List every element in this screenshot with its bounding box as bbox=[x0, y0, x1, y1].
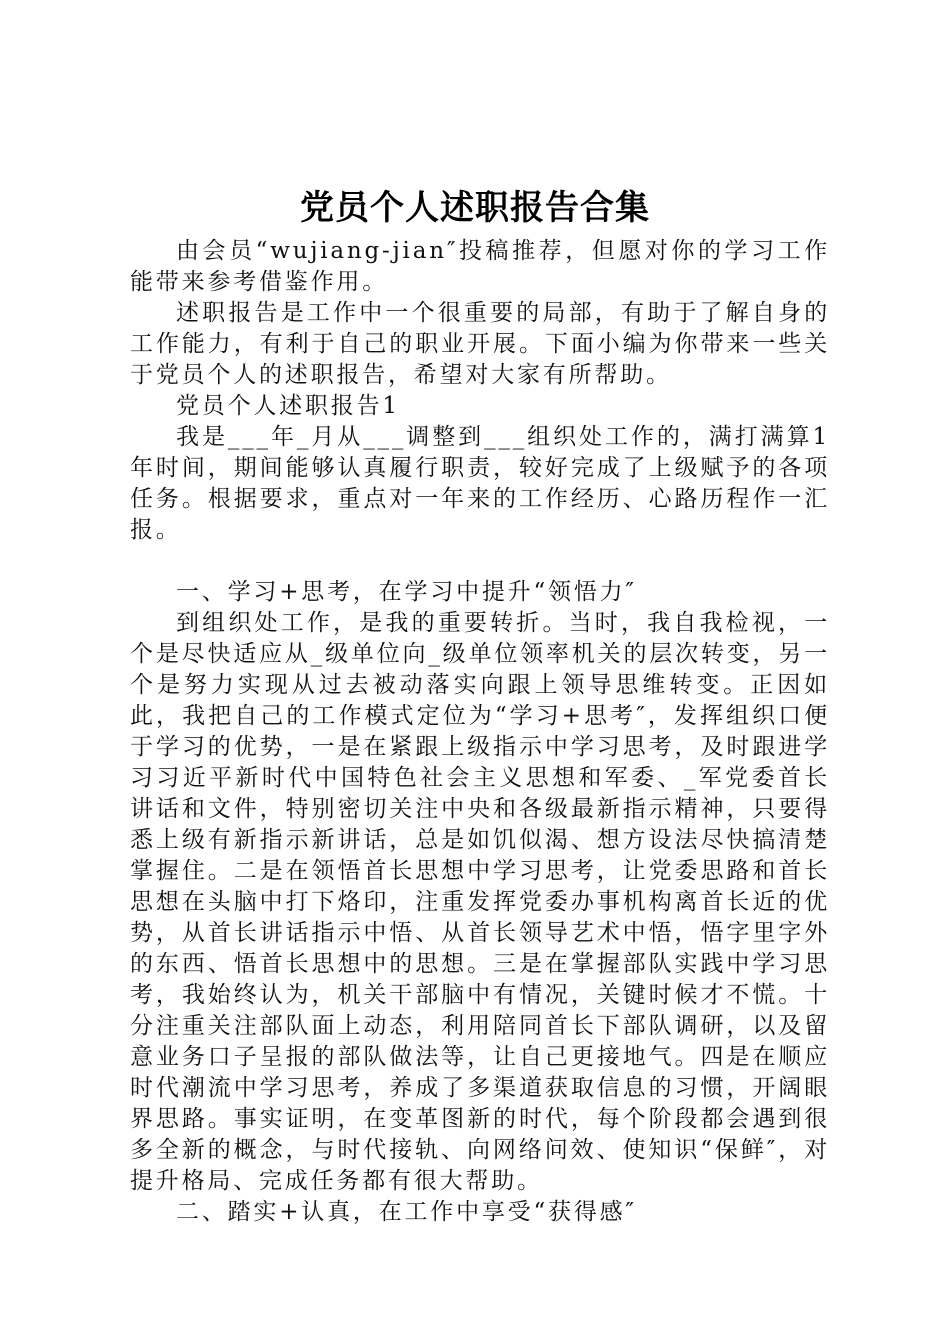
document-title: 党员个人述职报告合集 bbox=[300, 188, 650, 228]
body-paragraph: 我是___年_月从___调整到___组织处工作的，满打满算1年时间，期间能够认真履行职责，较好完成了上级赋予的各项任务。根据要求，重点对一年来的工作经历、心路历程作一汇报。 bbox=[130, 424, 830, 543]
subsection-heading: 一、学习+思考，在学习中提升“领悟力″ bbox=[176, 579, 637, 605]
document-body bbox=[130, 236, 830, 1228]
section-heading: 党员个人述职报告1 bbox=[176, 393, 400, 419]
body-paragraph: 到组织处工作，是我的重要转折。当时，我自我检视，一个是尽快适应从_级单位向_级单位领率机关的层次转变，另一个是努力实现从过去被动落实向跟上领导思维转变。正因如此，我把自己的工作模式定位为“学习+思考″，发挥组织口便于学习的优势，一是在紧跟上级指示中学习思考，及时跟进学习习近平新时代中国特色社会主义思想和军委、_军党委首长讲话和文件，特别密切关注中央和各级最新指示精神，只要得悉上级有新指示新讲话，总是如饥似渴、想方设法尽快搞清楚掌握住。二是在领悟首长思想中学习思考，让党委思路和首长思想在头脑中打下烙印，注重发挥党委办事机构离首长近的优势，从首长讲话指示中悟、从首长领导艺术中悟，悟字里字外的东西、悟首长思想中的思想。三是在掌握部队实践中学习思考，我始终认为，机关干部脑中有情况，关键时候才不慌。十分注重关注部队面上动态，利用陪同首长下部队调研，以及留意业务口子呈报的部队做法等，让自己更接地气。四是在顺应时代潮流中学习思考，养成了多渠道获取信息的习惯，开阔眼界思路。事实证明，在变革图新的时代，每个阶段都会遇到很多全新的概念，与时代接轨、向网络问效、使知识“保鲜″，对提升格局、完成任务都有很大帮助。 bbox=[130, 610, 830, 1194]
subsection-heading: 二、踏实+认真，在工作中享受“获得感″ bbox=[176, 1199, 637, 1225]
intro-paragraph: 由会员“wujiang-jian″投稿推荐，但愿对你的学习工作能带来参考借鉴作用。 bbox=[130, 238, 830, 295]
preface-paragraph: 述职报告是工作中一个很重要的局部，有助于了解自身的工作能力，有利于自己的职业开展。下面小编为你带来一些关于党员个人的述职报告，希望对大家有所帮助。 bbox=[130, 300, 830, 388]
